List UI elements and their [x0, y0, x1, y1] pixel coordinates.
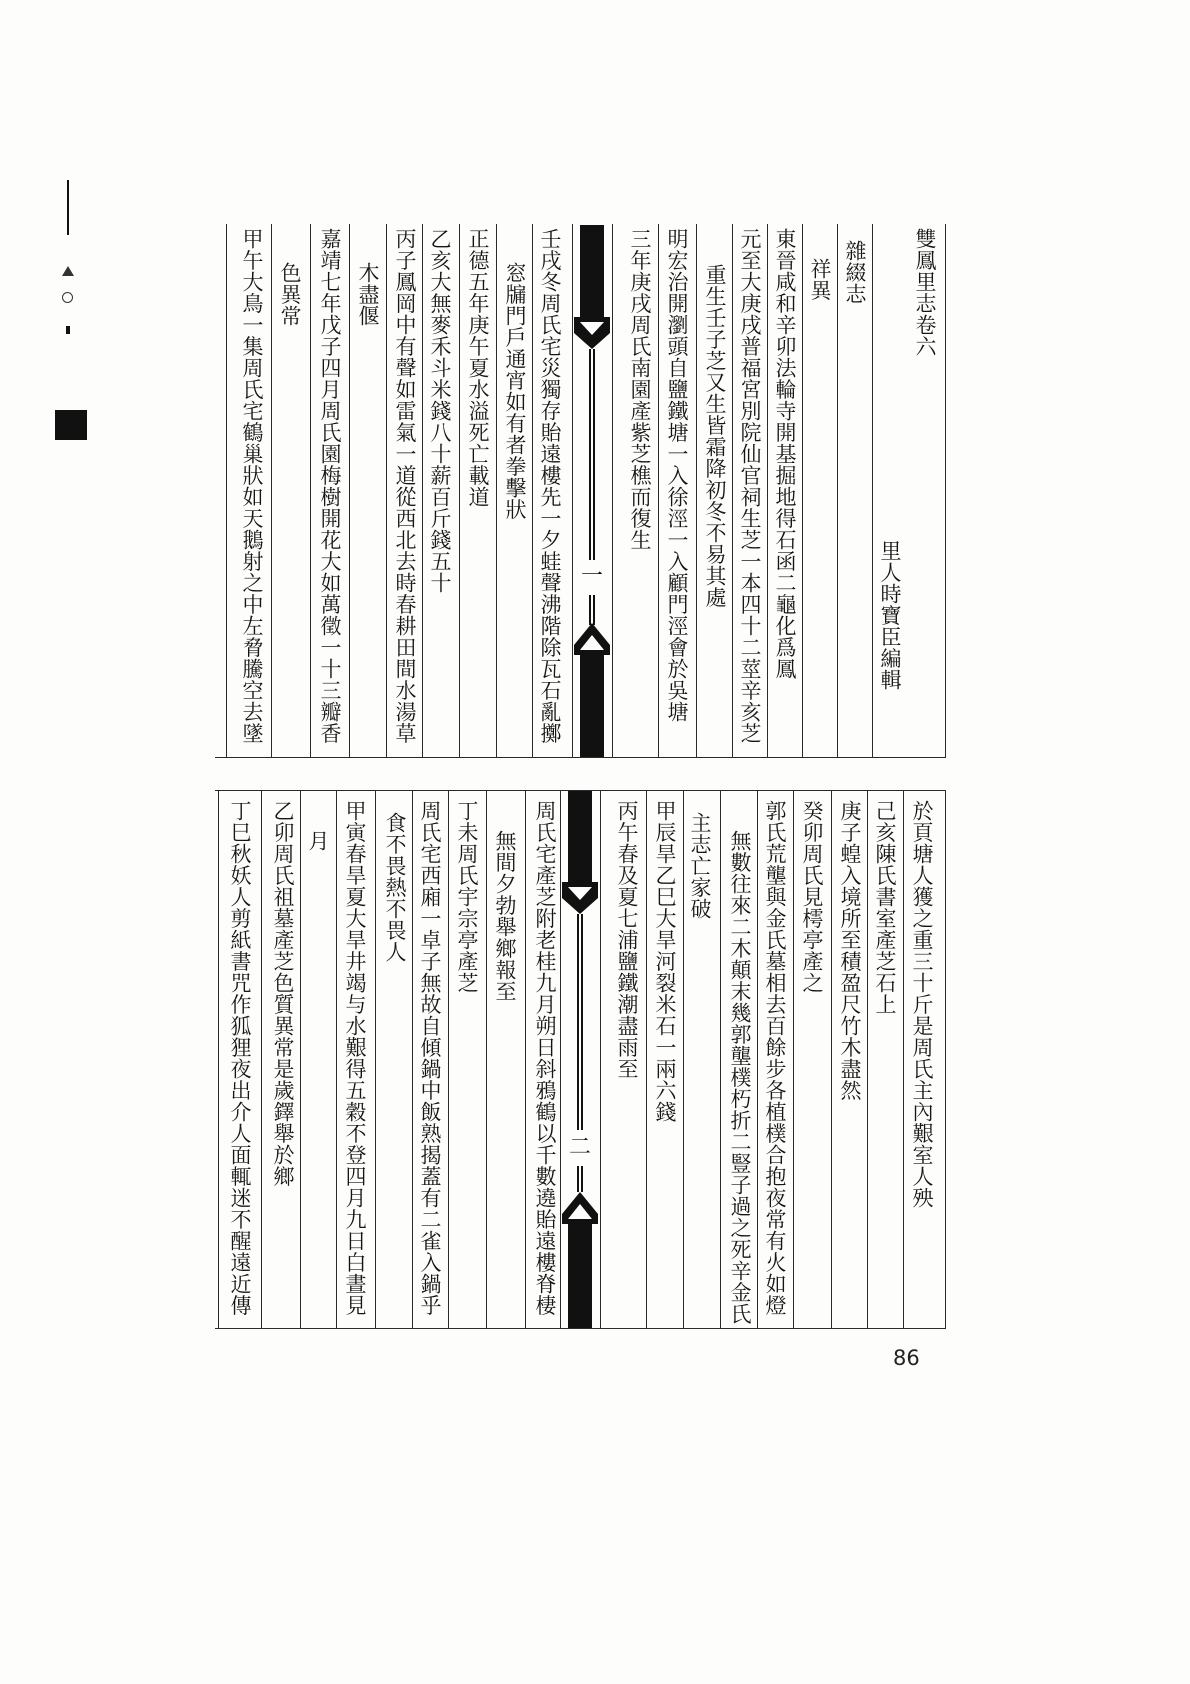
text-column: 甲辰旱乙巳大旱河裂米石一兩六錢: [653, 800, 677, 1123]
column-rule-line: [271, 224, 272, 757]
margin-dash-mark: [66, 326, 70, 334]
text-column: 元至大庚戌普福宮別院仙官祠生芝一本四十二莖辛亥芝: [738, 228, 762, 744]
column-rule-line: [218, 790, 219, 1328]
column-rule-line: [486, 790, 487, 1328]
text-column: 庚子蝗入境所至積盈尺竹木盡然: [838, 800, 862, 1101]
column-rule-line: [683, 790, 684, 1328]
text-column: 無間夕勃舉鄉報至: [493, 830, 517, 1002]
column-rule-line: [872, 224, 873, 757]
text-column: 癸卯周氏見樗亭產之: [800, 800, 824, 994]
column-rule-line: [757, 790, 758, 1328]
column-rule-line: [496, 224, 497, 757]
text-column: 周氏宅西廂一卓子無故自傾鍋中飯熟揭蓋有二雀入鍋乎: [418, 800, 442, 1316]
column-rule-line: [732, 224, 733, 757]
fishtail-mark: [574, 225, 610, 757]
column-rule-line: [696, 224, 697, 757]
column-rule-line: [336, 790, 337, 1328]
column-rule-line: [945, 224, 946, 757]
text-column: 甲午大鳥一集周氏宅鶴巢狀如天鵝射之中左脅騰空去墜: [240, 228, 264, 744]
border-rule-line: [215, 790, 946, 791]
text-column: 己亥陳氏書室產芝石上: [873, 800, 897, 1015]
text-column: 丁巳秋妖人剪紙書咒作狐狸夜出介人面輒迷不醒遠近傳: [228, 800, 252, 1316]
text-column: 甲寅春旱夏大旱井竭与水艱得五穀不登四月九日白晝見: [343, 800, 367, 1316]
column-rule-line: [572, 224, 573, 757]
column-rule-line: [226, 224, 227, 757]
column-rule-line: [793, 790, 794, 1328]
column-rule-line: [612, 224, 613, 757]
border-rule-line: [215, 1328, 946, 1329]
text-column: 食不畏熱不畏人: [383, 812, 407, 963]
text-column: 三年庚戌周氏南園產紫芝樵而復生: [628, 228, 652, 551]
text-column: 雙鳳里志卷六: [913, 228, 937, 357]
text-column: 窓牖門戶通宵如有者拳擊狀: [503, 262, 527, 520]
column-rule-line: [945, 790, 946, 1328]
text-column: 重生壬子芝又生皆霜降初冬不易其處: [703, 264, 727, 608]
margin-rule-mark: [67, 180, 69, 235]
text-column: 丙午春及夏七浦鹽鐵潮盡雨至: [615, 800, 639, 1080]
text-column: 乙卯周氏祖墓產芝色質異常是歲鐸舉於鄉: [271, 800, 295, 1187]
text-column: 色異常: [278, 262, 302, 327]
column-rule-line: [831, 790, 832, 1328]
column-rule-line: [349, 224, 350, 757]
column-rule-line: [658, 224, 659, 757]
column-rule-line: [720, 790, 721, 1328]
column-rule-line: [802, 224, 803, 757]
text-column: 木盡偃: [356, 262, 380, 327]
column-rule-line: [261, 790, 262, 1328]
text-column: 壬戌冬周氏宅災獨存貽遠樓先一夕蛙聲沸階除瓦石亂擲: [538, 228, 562, 744]
text-column: 乙亥大無麥禾斗米錢八十薪百斤錢五十: [428, 228, 452, 594]
column-rule-line: [310, 224, 311, 757]
text-column: 丁未周氏宇宗亭產芝: [455, 800, 479, 994]
text-column: 明宏治開瀏頭自鹽鐵塘一入徐涇一入顧門涇會於吳塘: [665, 228, 689, 723]
column-rule-line: [837, 224, 838, 757]
border-rule-line: [215, 757, 946, 758]
column-rule-line: [459, 224, 460, 757]
margin-black-block: [55, 410, 87, 440]
text-column: 雜綴志: [843, 240, 867, 305]
fishtail-label: 二: [568, 1135, 592, 1160]
column-rule-line: [600, 790, 601, 1328]
column-rule-line: [448, 790, 449, 1328]
margin-triangle-mark: [62, 266, 74, 276]
column-rule-line: [375, 790, 376, 1328]
column-rule-line: [525, 790, 526, 1328]
text-column: 周氏宅產芝附老桂九月朔日斜鴉鶴以千數遶貽遠樓脊棲: [533, 800, 557, 1316]
text-column: 於頁塘人獲之重三十斤是周氏主內艱室人殃: [910, 800, 934, 1209]
text-column: 正德五年庚午夏水溢死亡載道: [466, 228, 490, 508]
fishtail-mark: [562, 790, 598, 1328]
page-number: 86: [893, 1346, 920, 1370]
column-rule-line: [560, 790, 561, 1328]
text-column: 丙子鳳岡中有聲如雷氣一道從西北去時春耕田間水湯草: [393, 228, 417, 744]
text-column: 無數往來二木顛末幾郭壟樸朽折二豎子過之死辛金氏: [728, 830, 752, 1325]
column-rule-line: [300, 790, 301, 1328]
text-column: 祥異: [808, 258, 832, 301]
column-rule-line: [532, 224, 533, 757]
column-rule-line: [422, 224, 423, 757]
text-column: 主志亡家破: [688, 812, 712, 920]
column-rule-line: [646, 790, 647, 1328]
text-column: 郭氏荒壟與金氏墓相去百餘步各植樸合抱夜常有火如燈: [763, 800, 787, 1316]
margin-circle-mark: [62, 292, 73, 303]
fishtail-label: 一: [580, 564, 604, 589]
column-rule-line: [767, 224, 768, 757]
column-rule-line: [412, 790, 413, 1328]
text-column: 里人時寶臣編輯: [878, 540, 902, 691]
column-rule-line: [867, 790, 868, 1328]
text-column: 東晉咸和辛卯法輪寺開基掘地得石函二龜化爲鳳: [773, 228, 797, 680]
column-rule-line: [386, 224, 387, 757]
text-column: 嘉靖七年戊子四月周氏園梅樹開花大如萬徵一十三瓣香: [318, 228, 342, 744]
column-rule-line: [903, 790, 904, 1328]
text-column: 月: [306, 830, 330, 852]
